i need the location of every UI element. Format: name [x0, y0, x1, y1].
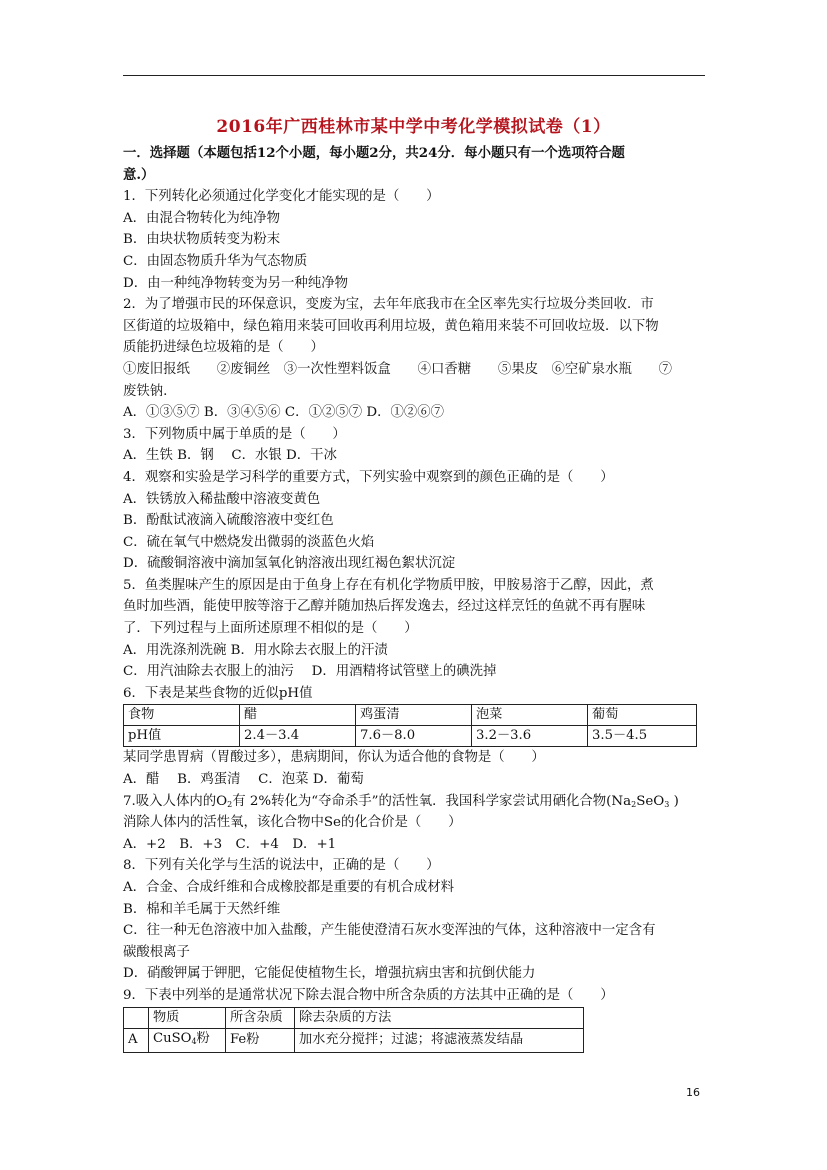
- question-6-options: A．醋 B．鸡蛋清 C．泡菜 D．葡萄: [123, 772, 364, 788]
- question-8-stem: 8．下列有关化学与生活的说法中，正确的是（ ）: [123, 858, 440, 874]
- table-cell: 食物: [124, 705, 240, 726]
- table-cell: pH值: [124, 726, 240, 747]
- question-7-stem: [123, 791, 708, 813]
- page-number: 16: [686, 1086, 700, 1099]
- question-6-question: 某同学患胃病（胃酸过多），患病期间，你认为适合他的食物是（ ）: [123, 750, 545, 766]
- question-8-option-d: D．硝酸钾属于钾肥，它能促使植物生长，增强抗病虫害和抗倒伏能力: [123, 966, 536, 982]
- question-5-stem-line3: 了．下列过程与上面所述原理不相似的是（ ）: [123, 621, 418, 637]
- cuso4-sub: 4: [191, 1036, 197, 1046]
- header-rule: [123, 75, 705, 76]
- question-8-option-b: B．棉和羊毛属于天然纤维: [123, 901, 281, 917]
- question-5-stem: 5．鱼类腥味产生的原因是由于鱼身上存在有机化学物质甲胺，甲胺易溶于乙醇，因此，煮: [123, 577, 654, 593]
- exam-content: [123, 143, 708, 1053]
- table-cell: [149, 1028, 226, 1052]
- q7-text-b: 有 2%转化为“夺命杀手”的活性氧．我国科学家尝试用硒化合物(Na: [232, 793, 632, 809]
- question-5-stem-line2: 鱼时加些酒，能使甲胺等溶于乙醇并随加热后挥发逸去，经过这样烹饪的鱼就不再有腥味: [123, 599, 646, 615]
- table-row: [124, 1007, 584, 1028]
- question-2-stem-line2: 区街道的垃圾箱中，绿色箱用来装可回收再利用垃圾，黄色箱用来装不可回收垃圾．以下物: [123, 318, 659, 334]
- table-row: [124, 726, 697, 747]
- table-cell: 7.6－8.0: [356, 726, 472, 747]
- question-2-items-cont: 废铁钠.: [123, 383, 168, 399]
- table-cell: [124, 1007, 149, 1028]
- question-5-options-ab: A．用洗涤剂洗碗 B．用水除去衣服上的汗渍: [123, 642, 388, 658]
- question-3-stem: 3．下列物质中属于单质的是（ ）: [123, 426, 346, 442]
- table-cell: 鸡蛋清: [356, 705, 472, 726]
- q7-text-a: 7.吸入人体内的O: [123, 793, 228, 809]
- table-cell: 3.2－3.6: [472, 726, 588, 747]
- question-4-option-c: C．硫在氧气中燃烧发出微弱的淡蓝色火焰: [123, 534, 375, 550]
- question-4-stem: 4．观察和实验是学习科学的重要方式，下列实验中观察到的颜色正确的是（ ）: [123, 469, 614, 485]
- question-7-stem-line2: 消除人体内的活性氧，该化合物中Se的化合价是（ ）: [123, 815, 462, 831]
- section-heading-cont: 意.）: [123, 166, 155, 183]
- question-1-option-c: C．由固态物质升华为气态物质: [123, 253, 308, 269]
- cuso4-text: CuSO: [153, 1030, 192, 1046]
- question-6-stem: 6．下表是某些食物的近似pH值: [123, 685, 313, 701]
- table-cell: 物质: [149, 1007, 226, 1028]
- table-cell: 醋: [240, 705, 356, 726]
- table-cell: 2.4－3.4: [240, 726, 356, 747]
- table-cell: Fe粉: [226, 1028, 295, 1052]
- table-cell: 所含杂质: [226, 1007, 295, 1028]
- table-cell: 除去杂质的方法: [295, 1007, 584, 1028]
- question-5-options-cd: C．用汽油除去衣服上的油污 D．用酒精将试管壁上的碘洗掉: [123, 664, 497, 680]
- table-cell: 3.5－4.5: [588, 726, 697, 747]
- q7-text-d: ): [669, 793, 679, 809]
- question-1-option-b: B．由块状物质转变为粉末: [123, 232, 281, 248]
- impurity-table: [123, 1007, 584, 1053]
- cuso4-suffix: 粉: [196, 1030, 210, 1046]
- question-8-option-a: A．合金、合成纤维和合成橡胶都是重要的有机合成材料: [123, 880, 455, 895]
- q7-sub-na: 2: [631, 799, 637, 809]
- question-4-option-a: A．铁锈放入稀盐酸中溶液变黄色: [123, 491, 321, 507]
- page-title: 2016年广西桂林市某中学中考化学模拟试卷（1）: [216, 117, 611, 137]
- table-row: [124, 705, 697, 726]
- q7-sub-o3: 3: [664, 799, 670, 809]
- question-2-options: A．①③⑤⑦ B．③④⑤⑥ C．①②⑤⑦ D．①②⑥⑦: [123, 405, 445, 421]
- question-9-stem: 9．下表中列举的是通常状况下除去混合物中所含杂质的方法其中正确的是（ ）: [123, 987, 614, 1003]
- table-row: [124, 1028, 584, 1052]
- question-1-stem: 1．下列转化必须通过化学变化才能实现的是（ ）: [123, 189, 440, 205]
- question-8-option-c: C．往一种无色溶液中加入盐酸，产生能使澄清石灰水变浑浊的气体，这种溶液中一定含有: [123, 923, 656, 939]
- table-cell: 葡萄: [588, 705, 697, 726]
- q7-text-c: SeO: [636, 793, 665, 809]
- question-2-items: ①废旧报纸 ②废铜丝 ③一次性塑料饭盒 ④口香糖 ⑤果皮 ⑥空矿泉水瓶 ⑦: [123, 361, 673, 377]
- question-1-option-a: A．由混合物转化为纯净物: [123, 210, 280, 226]
- q7-sub-o2: 2: [227, 799, 233, 809]
- question-1-option-d: D．由一种纯净物转变为另一种纯净物: [123, 275, 348, 291]
- question-2-stem: 2．为了增强市民的环保意识，变废为宝，去年年底我市在全区率先实行垃圾分类回收．市: [123, 297, 654, 313]
- table-cell: 加水充分搅拌；过滤；将滤液蒸发结晶: [295, 1028, 584, 1052]
- question-2-stem-line3: 质能扔进绿色垃圾箱的是（ ）: [123, 340, 324, 356]
- question-4-option-d: D．硫酸铜溶液中滴加氢氧化钠溶液出现红褐色絮状沉淀: [123, 556, 456, 572]
- section-heading: 一．选择题（本题包括12个小题，每小题2分，共24分．每小题只有一个选项符合题: [123, 145, 625, 161]
- question-8-option-c-cont: 碳酸根离子: [123, 944, 190, 960]
- question-7-options: A．+2 B．+3 C．+4 D．+1: [123, 836, 337, 852]
- question-3-options: A．生铁 B．钢 C．水银 D．干冰: [123, 448, 337, 464]
- question-4-option-b: B．酚酞试液滴入硫酸溶液中变红色: [123, 513, 334, 529]
- ph-table: [123, 704, 697, 747]
- table-cell: 泡菜: [472, 705, 588, 726]
- table-cell: A: [124, 1028, 149, 1052]
